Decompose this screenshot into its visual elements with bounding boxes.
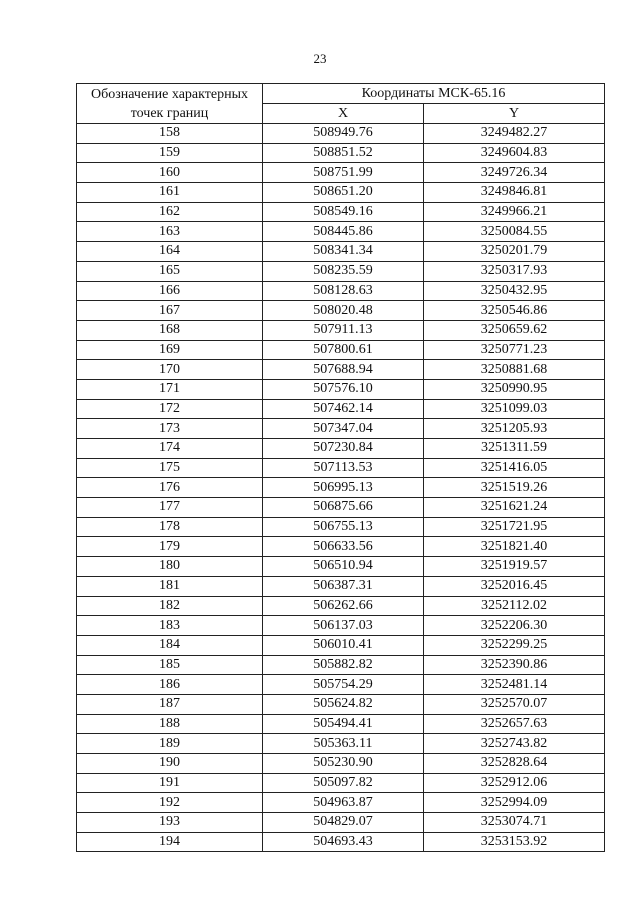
table-row — [77, 281, 605, 301]
x-coordinate-cell: 507347.04 — [263, 419, 424, 439]
y-coordinate-cell: 3252481.14 — [424, 675, 605, 695]
y-coordinate-cell: 3250659.62 — [424, 320, 605, 340]
x-coordinate-cell: 505754.29 — [263, 675, 424, 695]
point-number-cell: 181 — [77, 576, 263, 596]
x-coordinate-cell: 507576.10 — [263, 379, 424, 399]
table-row — [77, 340, 605, 360]
table-row — [77, 379, 605, 399]
table-row — [77, 143, 605, 163]
x-coordinate-cell: 505230.90 — [263, 754, 424, 774]
x-coordinate-cell: 508128.63 — [263, 281, 424, 301]
point-number-cell: 187 — [77, 694, 263, 714]
y-coordinate-cell: 3252299.25 — [424, 635, 605, 655]
x-coordinate-cell: 508851.52 — [263, 143, 424, 163]
coordinates-table — [76, 83, 605, 852]
table-row — [77, 714, 605, 734]
point-number-cell: 175 — [77, 458, 263, 478]
y-coordinate-cell: 3249604.83 — [424, 143, 605, 163]
point-number-cell: 166 — [77, 281, 263, 301]
point-number-cell: 185 — [77, 655, 263, 675]
y-coordinate-cell: 3249482.27 — [424, 124, 605, 144]
y-coordinate-cell: 3250432.95 — [424, 281, 605, 301]
point-number-cell: 182 — [77, 596, 263, 616]
x-coordinate-cell: 506633.56 — [263, 537, 424, 557]
table-row — [77, 360, 605, 380]
x-coordinate-cell: 506387.31 — [263, 576, 424, 596]
table-row — [77, 616, 605, 636]
table-row — [77, 517, 605, 537]
y-coordinate-cell: 3249846.81 — [424, 183, 605, 203]
x-coordinate-cell: 506010.41 — [263, 635, 424, 655]
table-row — [77, 635, 605, 655]
point-number-cell: 169 — [77, 340, 263, 360]
y-coordinate-cell: 3253074.71 — [424, 813, 605, 833]
x-coordinate-cell: 505624.82 — [263, 694, 424, 714]
x-coordinate-cell: 508020.48 — [263, 301, 424, 321]
y-coordinate-cell: 3251519.26 — [424, 478, 605, 498]
x-coordinate-cell: 508445.86 — [263, 222, 424, 242]
table-row — [77, 498, 605, 518]
table-row — [77, 675, 605, 695]
header-point-designation: Обозначение характерных точек границ — [77, 84, 263, 124]
x-coordinate-cell: 507800.61 — [263, 340, 424, 360]
table-row — [77, 793, 605, 813]
table-row — [77, 478, 605, 498]
y-coordinate-cell: 3253153.92 — [424, 832, 605, 852]
table-row — [77, 458, 605, 478]
x-coordinate-cell: 508751.99 — [263, 163, 424, 183]
x-coordinate-cell: 505882.82 — [263, 655, 424, 675]
point-number-cell: 160 — [77, 163, 263, 183]
y-coordinate-cell: 3250201.79 — [424, 242, 605, 262]
table-row — [77, 576, 605, 596]
point-number-cell: 161 — [77, 183, 263, 203]
y-coordinate-cell: 3251205.93 — [424, 419, 605, 439]
table-row — [77, 655, 605, 675]
point-number-cell: 192 — [77, 793, 263, 813]
x-coordinate-cell: 506875.66 — [263, 498, 424, 518]
table-row — [77, 124, 605, 144]
table-body — [77, 124, 605, 852]
y-coordinate-cell: 3252390.86 — [424, 655, 605, 675]
x-coordinate-cell: 506137.03 — [263, 616, 424, 636]
point-number-cell: 191 — [77, 773, 263, 793]
x-coordinate-cell: 504829.07 — [263, 813, 424, 833]
y-coordinate-cell: 3250317.93 — [424, 261, 605, 281]
point-number-cell: 159 — [77, 143, 263, 163]
header-x: X — [263, 104, 424, 124]
y-coordinate-cell: 3250084.55 — [424, 222, 605, 242]
point-number-cell: 170 — [77, 360, 263, 380]
x-coordinate-cell: 505363.11 — [263, 734, 424, 754]
y-coordinate-cell: 3251721.95 — [424, 517, 605, 537]
y-coordinate-cell: 3252912.06 — [424, 773, 605, 793]
point-number-cell: 177 — [77, 498, 263, 518]
x-coordinate-cell: 508949.76 — [263, 124, 424, 144]
x-coordinate-cell: 508549.16 — [263, 202, 424, 222]
point-number-cell: 174 — [77, 439, 263, 459]
table-row — [77, 537, 605, 557]
y-coordinate-cell: 3252994.09 — [424, 793, 605, 813]
y-coordinate-cell: 3251919.57 — [424, 557, 605, 577]
point-number-cell: 183 — [77, 616, 263, 636]
y-coordinate-cell: 3251821.40 — [424, 537, 605, 557]
x-coordinate-cell: 508651.20 — [263, 183, 424, 203]
y-coordinate-cell: 3249966.21 — [424, 202, 605, 222]
table-row — [77, 439, 605, 459]
table-row — [77, 222, 605, 242]
x-coordinate-cell: 506510.94 — [263, 557, 424, 577]
point-number-cell: 178 — [77, 517, 263, 537]
y-coordinate-cell: 3251416.05 — [424, 458, 605, 478]
table-row — [77, 754, 605, 774]
point-number-cell: 171 — [77, 379, 263, 399]
point-number-cell: 162 — [77, 202, 263, 222]
x-coordinate-cell: 504693.43 — [263, 832, 424, 852]
y-coordinate-cell: 3251621.24 — [424, 498, 605, 518]
y-coordinate-cell: 3250546.86 — [424, 301, 605, 321]
y-coordinate-cell: 3252570.07 — [424, 694, 605, 714]
y-coordinate-cell: 3252112.02 — [424, 596, 605, 616]
point-number-cell: 164 — [77, 242, 263, 262]
point-number-cell: 190 — [77, 754, 263, 774]
x-coordinate-cell: 504963.87 — [263, 793, 424, 813]
point-number-cell: 167 — [77, 301, 263, 321]
x-coordinate-cell: 507462.14 — [263, 399, 424, 419]
x-coordinate-cell: 505494.41 — [263, 714, 424, 734]
point-number-cell: 158 — [77, 124, 263, 144]
table-row — [77, 261, 605, 281]
table-row — [77, 596, 605, 616]
point-number-cell: 163 — [77, 222, 263, 242]
header-coordinates-system: Координаты МСК-65.16 — [263, 84, 605, 104]
table-row — [77, 734, 605, 754]
table-row — [77, 163, 605, 183]
point-number-cell: 189 — [77, 734, 263, 754]
x-coordinate-cell: 506995.13 — [263, 478, 424, 498]
table-row — [77, 773, 605, 793]
table-row — [77, 183, 605, 203]
point-number-cell: 168 — [77, 320, 263, 340]
table-header-row — [77, 84, 605, 104]
point-number-cell: 180 — [77, 557, 263, 577]
page-number: 23 — [313, 51, 327, 66]
table-row — [77, 301, 605, 321]
x-coordinate-cell: 506755.13 — [263, 517, 424, 537]
table-row — [77, 813, 605, 833]
x-coordinate-cell: 507230.84 — [263, 439, 424, 459]
x-coordinate-cell: 508235.59 — [263, 261, 424, 281]
y-coordinate-cell: 3250881.68 — [424, 360, 605, 380]
y-coordinate-cell: 3252206.30 — [424, 616, 605, 636]
point-number-cell: 193 — [77, 813, 263, 833]
point-number-cell: 173 — [77, 419, 263, 439]
point-number-cell: 165 — [77, 261, 263, 281]
table-row — [77, 202, 605, 222]
y-coordinate-cell: 3252657.63 — [424, 714, 605, 734]
y-coordinate-cell: 3250990.95 — [424, 379, 605, 399]
table-row — [77, 399, 605, 419]
y-coordinate-cell: 3252828.64 — [424, 754, 605, 774]
y-coordinate-cell: 3251311.59 — [424, 439, 605, 459]
table-row — [77, 694, 605, 714]
x-coordinate-cell: 507688.94 — [263, 360, 424, 380]
x-coordinate-cell: 507911.13 — [263, 320, 424, 340]
point-number-cell: 184 — [77, 635, 263, 655]
point-number-cell: 194 — [77, 832, 263, 852]
point-number-cell: 176 — [77, 478, 263, 498]
x-coordinate-cell: 505097.82 — [263, 773, 424, 793]
table-row — [77, 419, 605, 439]
y-coordinate-cell: 3252743.82 — [424, 734, 605, 754]
x-coordinate-cell: 507113.53 — [263, 458, 424, 478]
y-coordinate-cell: 3250771.23 — [424, 340, 605, 360]
table-row — [77, 832, 605, 852]
table-row — [77, 320, 605, 340]
x-coordinate-cell: 506262.66 — [263, 596, 424, 616]
header-y: Y — [424, 104, 605, 124]
table-row — [77, 242, 605, 262]
y-coordinate-cell: 3251099.03 — [424, 399, 605, 419]
point-number-cell: 172 — [77, 399, 263, 419]
point-number-cell: 188 — [77, 714, 263, 734]
point-number-cell: 186 — [77, 675, 263, 695]
y-coordinate-cell: 3252016.45 — [424, 576, 605, 596]
y-coordinate-cell: 3249726.34 — [424, 163, 605, 183]
point-number-cell: 179 — [77, 537, 263, 557]
x-coordinate-cell: 508341.34 — [263, 242, 424, 262]
table-row — [77, 557, 605, 577]
